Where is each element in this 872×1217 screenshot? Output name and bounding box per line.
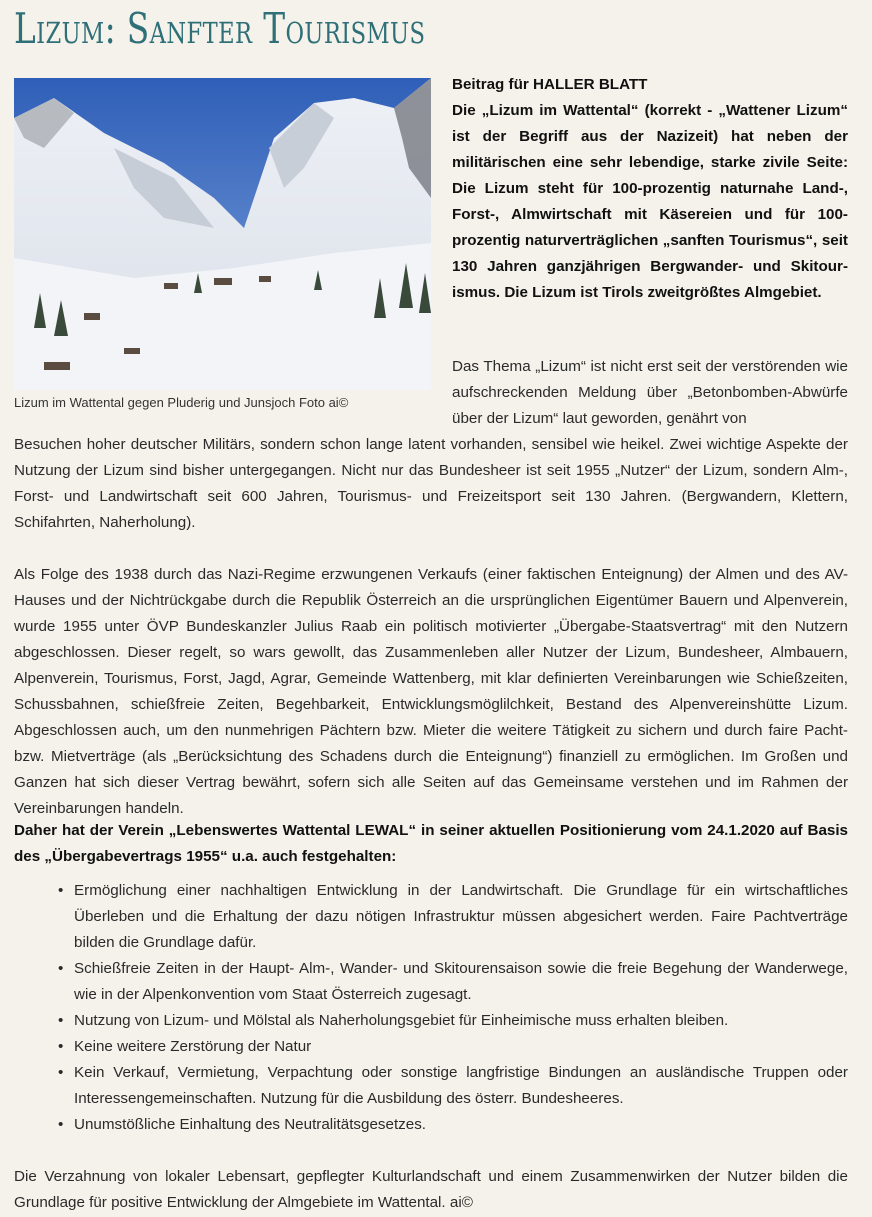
position-list bbox=[14, 878, 848, 1138]
bullet-icon: • bbox=[58, 1116, 64, 1133]
closing-paragraph: Die Verzahnung von lokaler Lebensart, gepflegter Kulturlandschaft und einem Zusammenwirken der Nutzer bilden die Grundlage für positive Entwicklung der Almgebiete im Wattental. ai© bbox=[14, 1168, 848, 1211]
bullet-icon: • bbox=[58, 1012, 64, 1029]
paragraph-3-bold: Daher hat der Verein „Lebenswertes Wattental LEWAL“ in seiner aktuellen Positionierung vom 24.1.2020 auf Basis des „Übergabevertrags 1955“ u.a. auch festgehalten: bbox=[14, 822, 848, 865]
list-item: • Keine weitere Zerstörung der Natur bbox=[14, 1034, 848, 1060]
bullet-icon: • bbox=[58, 882, 64, 899]
bullet-icon: • bbox=[58, 960, 64, 977]
list-item: • Nutzung von Lizum- und Mölstal als Naherholungsgebiet für Einheimische muss erhalten bleiben. bbox=[14, 1008, 848, 1034]
page-title: Lizum: Sanfter Tourismus bbox=[14, 4, 426, 53]
intro-block bbox=[452, 72, 848, 306]
bullet-icon: • bbox=[58, 1038, 64, 1055]
mountain-photo bbox=[14, 78, 431, 390]
photo-figure bbox=[14, 78, 431, 411]
list-item: • Kein Verkauf, Vermietung, Verpachtung oder sonstige langfristige Bindungen an ausländische Truppen oder Interessengemeinschaften. Nutzung für die Ausbildung des österr. Bundesheeres. bbox=[14, 1060, 848, 1112]
intro-text: Die „Lizum im Wattental“ (korrekt - „Wattener Lizum“ ist der Begriff aus der Nazizeit) hat neben der militärischen eine sehr lebendige, starke zivile Seite: Die Lizum steht für 100-prozentig naturnahe Land-, Forst-, Almwirtschaft mit Käsereien und für 100-prozentig naturverträglichen „sanften Tourismus“, seit 130 Jahren ganzjährigen Bergwander- und Skitour-ismus. Die Lizum ist Tirols zweitgrößtes Almgebiet. bbox=[452, 102, 848, 301]
list-item: • Ermöglichung einer nachhaltigen Entwicklung in der Landwirtschaft. Die Grundlage für ein wirtschaftliches Überleben und die Erhaltung der dazu nötigen Infrastruktur müssen abgesichert werden. Faire Pachtverträge bilden die Grundlage dafür. bbox=[14, 878, 848, 956]
intro-heading: Beitrag für HALLER BLATT bbox=[452, 76, 648, 93]
list-item: • Schießfreie Zeiten in der Haupt- Alm-, Wander- und Skitourensaison sowie die freie Begehung der Wanderwege, wie in der Alpenkonvention vom Staat Österreich zugesagt. bbox=[14, 956, 848, 1008]
photo-caption: Lizum im Wattental gegen Pluderig und Junsjoch Foto ai© bbox=[14, 395, 349, 410]
paragraph-1-start: Das Thema „Lizum“ ist nicht erst seit der verstörenden wie aufschreckenden Meldung über „Betonbomben-Abwürfe über der Lizum“ laut geworden, genährt von bbox=[452, 358, 848, 427]
paragraph-1-continued: Besuchen hoher deutscher Militärs, sondern schon lange latent vorhanden, sensibel wie heikel. Zwei wichtige Aspekte der Nutzung der Lizum sind bisher untergegangen. Nicht nur das Bundesheer ist seit 1955 „Nutzer“ der Lizum, sondern Alm-, Forst- und Landwirtschaft seit 600 Jahren, Tourismus- und Freizeitsport seit 130 Jahren. (Bergwandern, Klettern, Schifahrten, Naherholung). bbox=[14, 436, 848, 531]
list-item: • Unumstößliche Einhaltung des Neutralitätsgesetzes. bbox=[14, 1112, 848, 1138]
paragraph-2: Als Folge des 1938 durch das Nazi-Regime erzwungenen Verkaufs (einer faktischen Enteignung) der Almen und des AV-Hauses und der Nichtrückgabe durch die Republik Österreich an die ursprünglichen Eigentümer Bauern und Alpenverein, wurde 1955 unter ÖVP Bundeskanzler Julius Raab ein politisch motivierter „Übergabe-Staatsvertrag“ mit den Nutzern abgeschlossen. Dieser regelt, so wars gewollt, das Zusammenleben aller Nutzer der Lizum, Bundesheer, Almbauern, Alpenverein, Tourismus, Forst, Jagd, Agrar, Gemeinde Wattenberg, mit klar definierten Vereinbarungen wie Schießzeiten, Schussbahnen, schießfreie Zeiten, Begehbarkeit, Entwicklungsmöglilchkeit, Bestand des Alpenvereinshütte Lizum. Abgeschlossen auch, um den nunmehrigen Pächtern bzw. Mieter die weitere Tätigkeit zu sichern und durch faire Pacht- bzw. Mietverträge (als „Berücksichtung des Schadens durch die Enteignung“) finanziell zu ermöglichen. Im Großen und Ganzen hat sich dieser Vertrag bewährt, sofern sich alle Seiten auf das Gemeinsame verstehen und im Rahmen der Vereinbarungen handeln. bbox=[14, 566, 848, 817]
bullet-icon: • bbox=[58, 1064, 64, 1081]
